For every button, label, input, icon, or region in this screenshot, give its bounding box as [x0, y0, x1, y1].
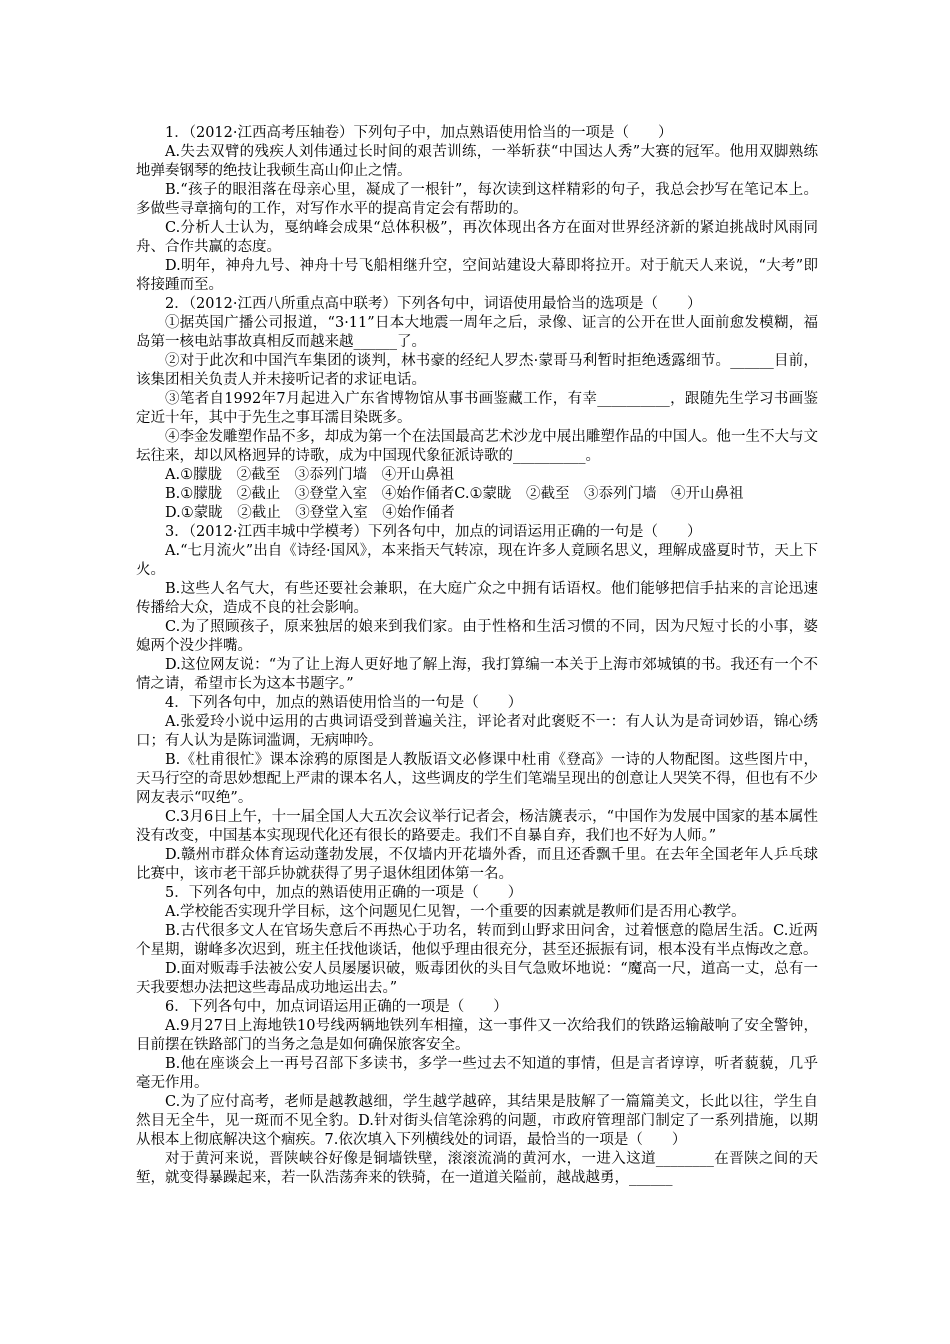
- paragraph: C.为了照顾孩子，原来独居的娘来到我们家。由于性格和生活习惯的不同，因为尺短寸长的小事，婆媳两个没少拌嘴。: [136, 619, 818, 654]
- paragraph: B.这些人名气大，有些还要社会兼职，在大庭广众之中拥有话语权。他们能够把信手拈来的言论迅速传播给大众，造成不良的社会影响。: [136, 581, 818, 616]
- paragraph: 2．（2012·江西八所重点高中联考）下列各句中，词语使用最恰当的选项是（ ）: [165, 296, 702, 312]
- paragraph: 1．（2012·江西高考压轴卷）下列句子中，加点熟语使用恰当的一项是（ ）: [165, 125, 673, 141]
- paragraph: D.这位网友说：“为了让上海人更好地了解上海，我打算编一本关于上海市郊城镇的书。我还有一个不情之请，希望市长为这本书题字。”: [136, 657, 818, 692]
- paragraph: ③笔者自1992年7月起进入广东省博物馆从事书画鉴藏工作，有幸__________，跟随先生学习书画鉴定近十年，其中于先生之事耳濡目染既多。: [136, 391, 818, 426]
- paragraph: C.3月6日上午，十一届全国人大五次会议举行记者会，杨洁篪表示，“中国作为发展中国家的基本属性没有改变，中国基本实现现代化还有很长的路要走。我们不自暴自弃，我们也不好为人师。”: [136, 809, 818, 844]
- paragraph: 对于黄河来说，晋陕峡谷好像是铜墙铁壁，滚滚流淌的黄河水，一进入这道________在晋陕之间的天堑，就变得暴躁起来，若一队浩荡奔来的铁骑，在一道道关隘前，越战越勇，______: [136, 1151, 818, 1186]
- document-page: [136, 124, 818, 1188]
- paragraph: B.“孩子的眼泪落在母亲心里，凝成了一根针”，每次读到这样精彩的句子，我总会抄写在笔记本上。多做些寻章摘句的工作，对写作水平的提高肯定会有帮助的。: [136, 182, 818, 217]
- paragraph: 4．下列各句中，加点的熟语使用恰当的一句是（ ）: [165, 695, 523, 711]
- paragraph: 5．下列各句中，加点的熟语使用正确的一项是（ ）: [165, 885, 523, 901]
- paragraph: B.①朦胧 ②截止 ③登堂入室 ④始作俑者C.①蒙眬 ②截至 ③忝列门墙 ④开山鼻祖: [165, 486, 744, 502]
- paragraph: B.古代很多文人在官场失意后不再热心于功名，转而到山野求田问舍，过着惬意的隐居生活。C.近两个星期，谢峰多次迟到，班主任找他谈话，他似乎理由很充分，甚至还振振有词，根本没有半点悔改之意。: [136, 923, 818, 958]
- paragraph: C.分析人士认为，戛纳峰会成果“总体积极”，再次体现出各方在面对世界经济新的紧迫挑战时风雨同舟、合作共赢的态度。: [136, 220, 818, 255]
- paragraph: A.①朦胧 ②截至 ③忝列门墙 ④开山鼻祖: [165, 467, 455, 483]
- paragraph: A.张爱玲小说中运用的古典词语受到普遍关注，评论者对此褒贬不一：有人认为是奇词妙语，锦心绣口；有人认为是陈词滥调，无病呻吟。: [136, 714, 818, 749]
- paragraph: A.9月27日上海地铁10号线两辆地铁列车相撞，这一事件又一次给我们的铁路运输敲响了安全警钟，目前摆在铁路部门的当务之急是如何确保旅客安全。: [136, 1018, 818, 1053]
- paragraph: C.为了应付高考，老师是越教越细，学生越学越碎，其结果是肢解了一篇篇美文，长此以往，学生自然目无全牛，见一斑而不见全豹。D.针对街头信笔涂鸦的问题，市政府管理部门制定了一系列措施，以期从根本上彻底解决这个痼疾。7.依次填入下列横线处的词语，最恰当的一项是（ ）: [136, 1094, 818, 1148]
- paragraph: D.赣州市群众体育运动蓬勃发展，不仅墙内开花墙外香，而且还香飘千里。在去年全国老年人乒乓球比赛中，该市老干部乒协就获得了男子退休组团体第一名。: [136, 847, 818, 882]
- paragraph: B.他在座谈会上一再号召部下多读书，多学一些过去不知道的事情，但是言者谆谆，听者藐藐，几乎毫无作用。: [136, 1056, 818, 1091]
- paragraph: D.明年，神舟九号、神舟十号飞船相继升空，空间站建设大幕即将拉开。对于航天人来说，“大考”即将接踵而至。: [136, 258, 818, 293]
- paragraph: ①据英国广播公司报道，“3·11”日本大地震一周年之后，录像、证言的公开在世人面前愈发模糊，福岛第一核电站事故真相反而越来越______了。: [136, 315, 818, 350]
- paragraph: ②对于此次和中国汽车集团的谈判，林书豪的经纪人罗杰·蒙哥马利暂时拒绝透露细节。______目前，该集团相关负责人并未接听记者的求证电话。: [136, 353, 818, 388]
- paragraph: A.“七月流火”出自《诗经·国风》，本来指天气转凉，现在许多人竟顾名思义，理解成盛夏时节，天上下火。: [136, 543, 818, 578]
- paragraph: A.学校能否实现升学目标，这个问题见仁见智，一个重要的因素就是教师们是否用心教学。: [165, 904, 746, 920]
- paragraph: A.失去双臂的残疾人刘伟通过长时间的艰苦训练，一举斩获“中国达人秀”大赛的冠军。他用双脚熟练地弹奏钢琴的绝技让我顿生高山仰止之情。: [136, 144, 818, 179]
- paragraph: ④李金发雕塑作品不多，却成为第一个在法国最高艺术沙龙中展出雕塑作品的中国人。他一生不大与文坛往来，却以风格迥异的诗歌，成为中国现代象征派诗歌的__________。: [136, 429, 818, 464]
- paragraph: D.①蒙眬 ②截止 ③登堂入室 ④始作俑者: [165, 505, 455, 521]
- paragraph: 6．下列各句中，加点词语运用正确的一项是（ ）: [165, 999, 508, 1015]
- paragraph: B.《杜甫很忙》课本涂鸦的原图是人教版语文必修课中杜甫《登高》一诗的人物配图。这些图片中，天马行空的奇思妙想配上严肃的课本名人，这些调皮的学生们笔端呈现出的创意让人哭笑不得，但也有不少网友表示“叹绝”。: [136, 752, 818, 806]
- paragraph: D.面对贩毒手法被公安人员屡屡识破，贩毒团伙的头目气急败坏地说：“魔高一尺，道高一丈，总有一天我要想办法把这些毒品成功地运出去。”: [136, 961, 818, 996]
- paragraph: 3．（2012·江西丰城中学模考）下列各句中，加点的词语运用正确的一句是（ ）: [165, 524, 702, 540]
